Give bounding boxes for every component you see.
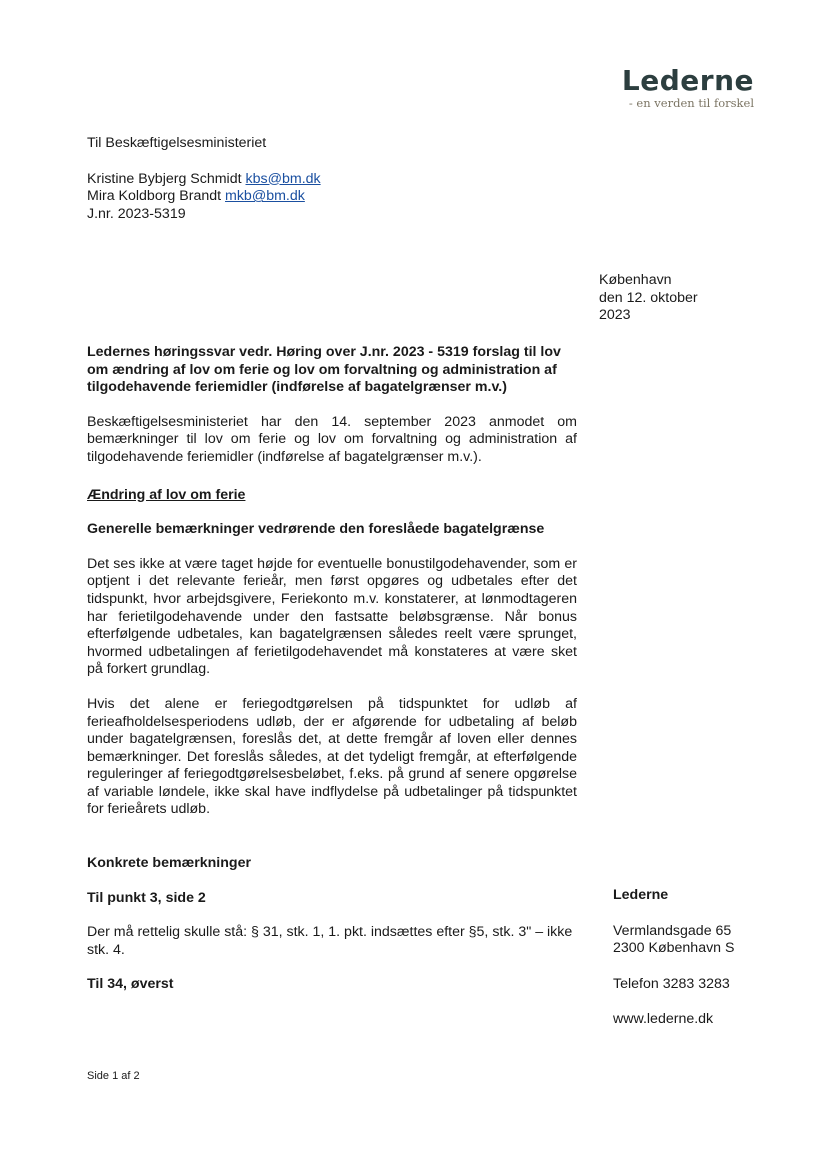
- subheading-bagatelgraense: Generelle bemærkninger vedrørende den foreslåede bagatelgrænse: [87, 521, 545, 538]
- document-title: Ledernes høringssvar vedr. Høring over J.nr. 2023 - 5319 forslag til lov om ændring af lov om ferie og lov om forvaltning og administration af tilgodehavende feriemidler (indførelse af bagatelgrænser m.v.): [87, 344, 561, 396]
- city: København: [599, 272, 672, 288]
- section-heading-ferie: Ændring af lov om ferie: [87, 486, 246, 503]
- point-3-heading: Til punkt 3, side 2: [87, 889, 206, 906]
- point-3-text: Der må rettelig skulle stå: § 31, stk. 1, 1. pkt. indsættes efter §5, stk. 3" – ikke stk. 4.: [87, 924, 573, 958]
- journal-number: J.nr. 2023-5319: [87, 205, 186, 222]
- paragraph-bonus: Det ses ikke at være taget højde for eventuelle bonustilgodehavender, som er optjent i det relevante ferieår, men først opgøres og udbetales efter det tidspunkt, hvor arbejdsgivere, Feriekonto m.v. konstaterer, at lønmodtageren har ferietilgodehavende under den fastsatte beløbsgrænse. Når bonus efterfølgende udbetales, kan bagatelgrænsen således reelt være sprunget, hvormed udbetalingen af ferietilgodehavendet må konstateres at være sket på forkert grundlag.: [87, 555, 577, 678]
- recipient-block: [87, 135, 487, 223]
- point-34-heading: Til 34, øverst: [87, 976, 174, 993]
- sender-contact: [613, 887, 793, 1029]
- sender-street: Vermlandsgade 65: [613, 922, 732, 939]
- sender-website[interactable]: www.lederne.dk: [613, 1011, 714, 1028]
- contact-email-link[interactable]: mkb@bm.dk: [225, 188, 305, 205]
- paragraph-feriegodtgoerelse: Hvis det alene er feriegodtgørelsen på tidspunktet for udløb af ferieafholdelsesperiodens udløb, der er afgørende for udbetaling af beløb under bagatelgrænsen, foreslås det, at dette fremgår af loven eller dennes bemærkninger. Det foreslås således, at det tydeligt fremgår, at efterfølgende reguleringer af feriegodtgørelsesbeløbet, f.eks. på grund af senere opgørelse af variable løndele, ikke skal have indflydelse på udbetalinger på tidspunktet for ferieårets udløb.: [87, 695, 577, 818]
- main-content: [87, 344, 577, 994]
- logo-wordmark: Lederne: [621, 64, 754, 97]
- date-line-1: den 12. oktober: [599, 289, 698, 306]
- contact-name: Mira Koldborg Brandt: [87, 188, 222, 205]
- contact-name: Kristine Bybjerg Schmidt: [87, 170, 242, 187]
- sender-name: Lederne: [613, 887, 669, 903]
- logo-tagline: - en verden til forskel: [628, 96, 754, 110]
- sender-city: 2300 København S: [613, 940, 735, 957]
- recipient-contact-1: [87, 171, 487, 189]
- place-date: [599, 272, 759, 325]
- date-line-2: 2023: [599, 307, 631, 324]
- sender-phone: Telefon 3283 3283: [613, 975, 730, 992]
- logo: [604, 66, 754, 110]
- recipient-contact-2: [87, 188, 487, 206]
- intro-paragraph: Beskæftigelsesministeriet har den 14. september 2023 anmodet om bemærkninger til lov om ferie og lov om forvaltning og administration af tilgodehavende feriemidler (indførelse af bagatelgrænser m.v.).: [87, 413, 577, 465]
- section-heading-konkrete: Konkrete bemærkninger: [87, 855, 251, 872]
- contact-email-link[interactable]: kbs@bm.dk: [245, 170, 321, 187]
- recipient-org: Til Beskæftigelsesministeriet: [87, 135, 267, 151]
- page-number: Side 1 af 2: [87, 1070, 140, 1082]
